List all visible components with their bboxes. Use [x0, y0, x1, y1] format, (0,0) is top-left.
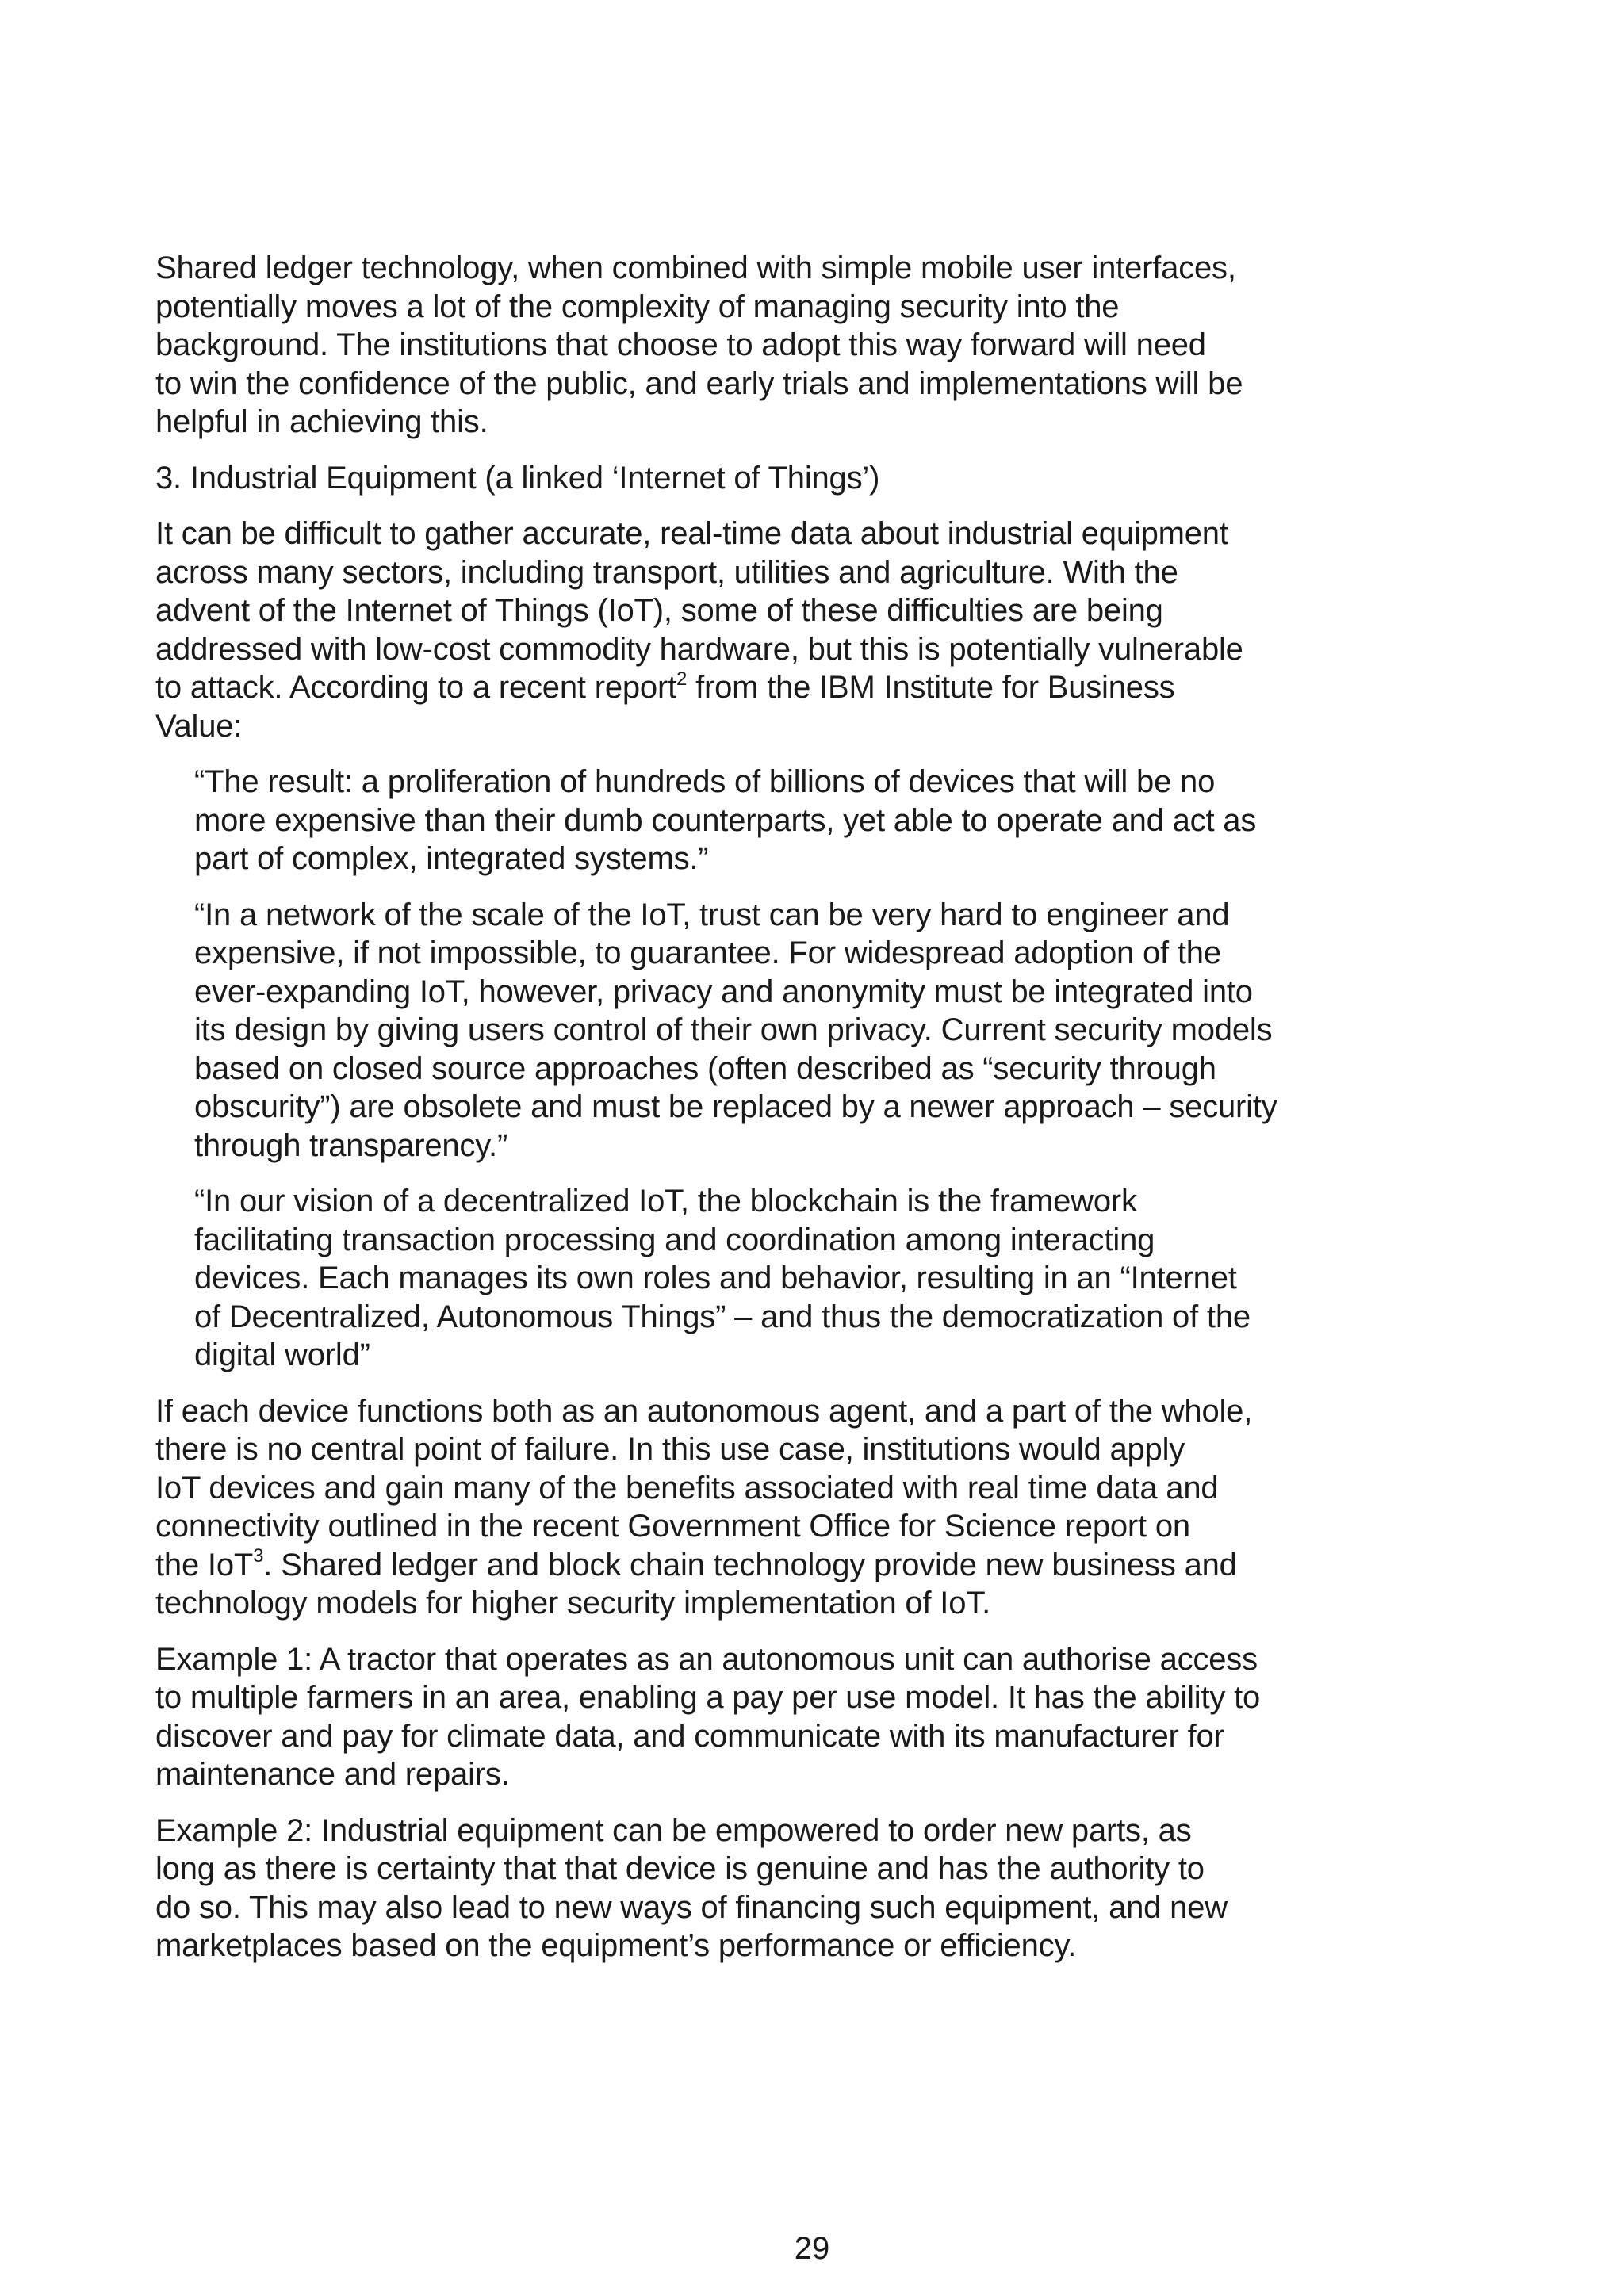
body-text [155, 249, 1329, 1983]
paragraph-shared-ledger: Shared ledger technology, when combined with simple mobile user interfaces, potentially moves a lot of the complexity of managing security into the background. The institutions that choose to adopt this way forward will need to win the confidence of the public, and early trials and implementations will be helpful in achieving this. [155, 251, 1243, 439]
paragraph-example-2: Example 2: Industrial equipment can be empowered to order new parts, as long as there is certainty that that device is genuine and has the authority to do so. This may also lead to new ways of financing such equipment, and new marketplaces based on the equipment’s performance or efficiency. [155, 1812, 1228, 1963]
footnote-reference: 2 [676, 668, 688, 690]
quote-decentralized-iot: “In our vision of a decentralized IoT, the blockchain is the framework facilitating transaction processing and coordination among interacting devices. Each manages its own roles and behavior, resulting in an “Internet of Decentralized, Autonomous Things” – and thus the democratization of the digital world” [194, 1184, 1251, 1372]
paragraph-autonomous-agent: If each device functions both as an autonomous agent, and a part of the whole, there is no central point of failure. In this use case, institutions would apply IoT devices and gain many of the benefits associated with real time data and connectivity outlined in the recent Government Office for Science report on the IoT$^3$. Shared ledger and block chain technology provide new business and technology models for higher security implementation of IoT. [155, 1393, 1253, 1621]
paragraph-example-1: Example 1: A tractor that operates as an autonomous unit can authorise access to multiple farmers in an area, enabling a pay per use model. It has the ability to discover and pay for climate data, and communicate with its manufacturer for maintenance and repairs. [155, 1641, 1261, 1792]
section-heading: 3. Industrial Equipment (a linked ‘Internet of Things’) [155, 460, 880, 496]
footnote-reference: 3 [253, 1545, 264, 1567]
paragraph-industrial-equipment: It can be difficult to gather accurate, real-time data about industrial equipment across many sectors, including transport, utilities and agriculture. With the advent of the Internet of Things (IoT), some of these difficulties are being addressed with low-cost commodity hardware, but this is potentially vulnerable to attack. According to a recent report$^2$ from the IBM Institute for Business Value: [155, 516, 1243, 744]
quote-trust: “In a network of the scale of the IoT, trust can be very hard to engineer and expensive, if not impossible, to guarantee. For widespread adoption of the ever-expanding IoT, however, privacy and anonymity must be integrated into its design by giving users control of their own privacy. Current security models based on closed source approaches (often described as “security through obscurity”) are obsolete and must be replaced by a newer approach – security through transparency.” [194, 897, 1277, 1163]
quote-proliferation: “The result: a proliferation of hundreds of billions of devices that will be no more expensive than their dumb counterparts, yet able to operate and act as part of complex, integrated systems.” [194, 764, 1257, 876]
page-number: 29 [794, 2231, 830, 2266]
